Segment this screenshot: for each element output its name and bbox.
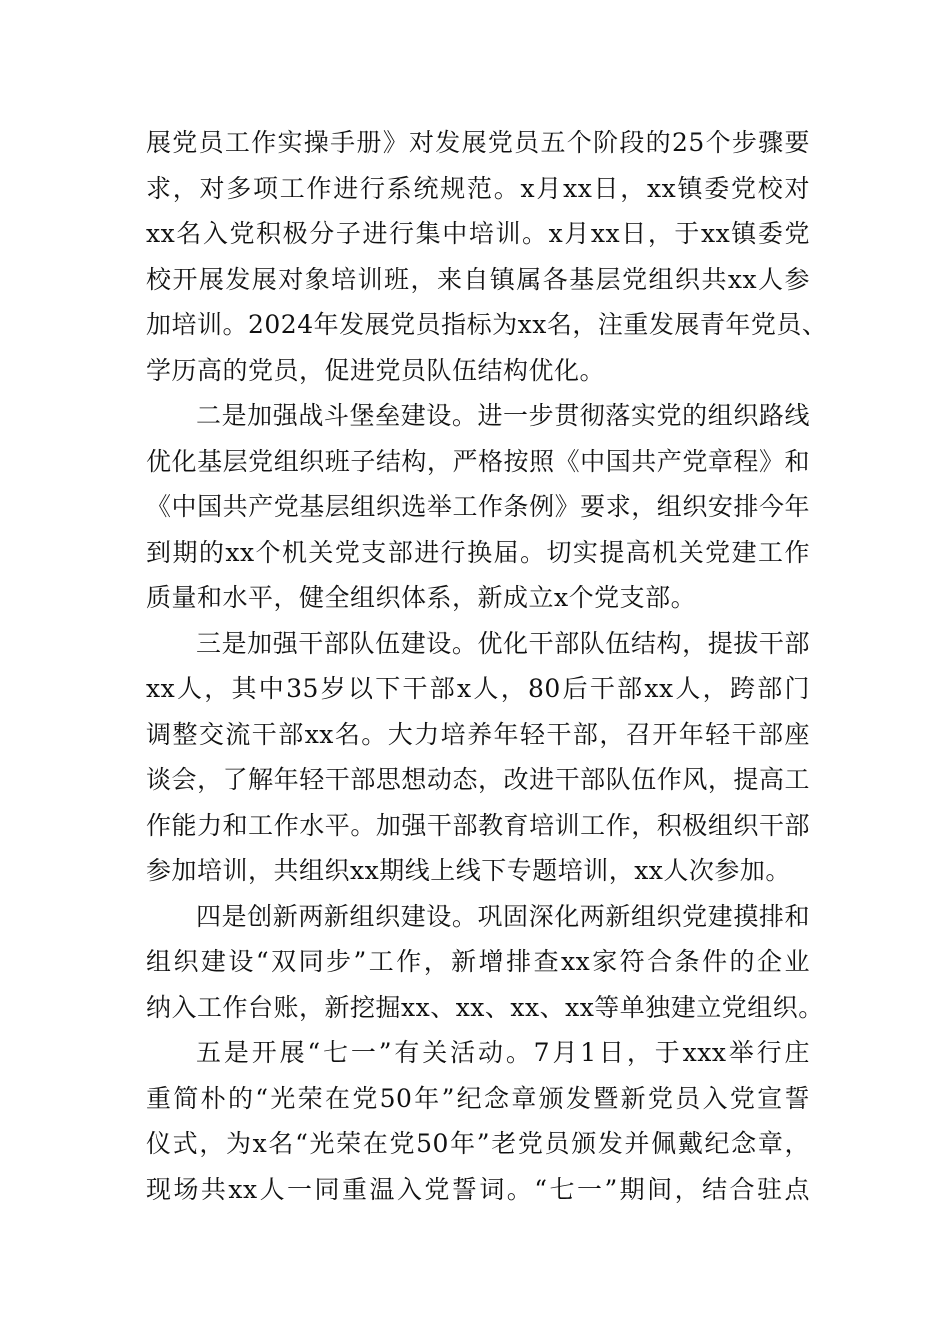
text-line: 重简朴的“光荣在党50年”纪念章颁发暨新党员入党宣誓 [146,1083,810,1113]
text-line: 《中国共产党基层组织选举工作条例》要求，组织安排今年 [146,492,810,521]
text-line: 求，对多项工作进行系统规范。x月xx日，xx镇委党校对 [146,173,810,203]
text-line: 四是创新两新组织建设。巩固深化两新组织党建摸排和 [196,901,810,931]
text-line: xx名入党积极分子进行集中培训。x月xx日，于xx镇委党 [146,219,810,248]
paragraph [146,120,828,393]
text-line: 二是加强战斗堡垒建设。进一步贯彻落实党的组织路线 [196,401,810,430]
text-line: 质量和水平，健全组织体系，新成立x个党支部。 [146,583,697,612]
text-line: 到期的xx个机关党支部进行换届。切实提高机关党建工作 [146,537,810,567]
text-line: 调整交流干部xx名。大力培养年轻干部，召开年轻干部座 [146,719,810,749]
paragraph [146,1030,810,1212]
text-line: 参加培训，共组织xx期线上线下专题培训，xx人次参加。 [146,856,791,885]
text-line: 加培训。2024年发展党员指标为xx名，注重发展青年党员、 [146,310,828,339]
document-body [146,120,828,1212]
text-line: 纳入工作台账，新挖掘xx、xx、xx、xx等单独建立党组织。 [146,992,824,1022]
paragraph [146,894,824,1031]
text-line: 现场共xx人一同重温入党誓词。“七一”期间，结合驻点 [146,1174,810,1204]
paragraph [146,621,810,894]
paragraph [146,393,810,621]
text-line: 展党员工作实操手册》对发展党员五个阶段的25个步骤要 [146,128,810,157]
text-line: 学历高的党员，促进党员队伍结构优化。 [146,355,606,385]
text-line: 校开展发展对象培训班，来自镇属各基层党组织共xx人参 [146,264,810,294]
text-line: xx人，其中35岁以下干部x人，80后干部xx人，跨部门 [146,674,810,703]
text-line: 五是开展“七一”有关活动。7月1日，于xxx举行庄 [196,1038,810,1067]
text-line: 仪式，为x名“光荣在党50年”老党员颁发并佩戴纪念章， [146,1129,810,1158]
text-line: 组织建设“双同步”工作，新增排查xx家符合条件的企业 [146,947,810,976]
text-line: 三是加强干部队伍建设。优化干部队伍结构，提拔干部 [196,628,810,658]
text-line: 作能力和工作水平。加强干部教育培训工作，积极组织干部 [146,810,810,840]
text-line: 优化基层党组织班子结构，严格按照《中国共产党章程》和 [146,446,810,476]
text-line: 谈会，了解年轻干部思想动态，改进干部队伍作风，提高工 [146,765,810,794]
